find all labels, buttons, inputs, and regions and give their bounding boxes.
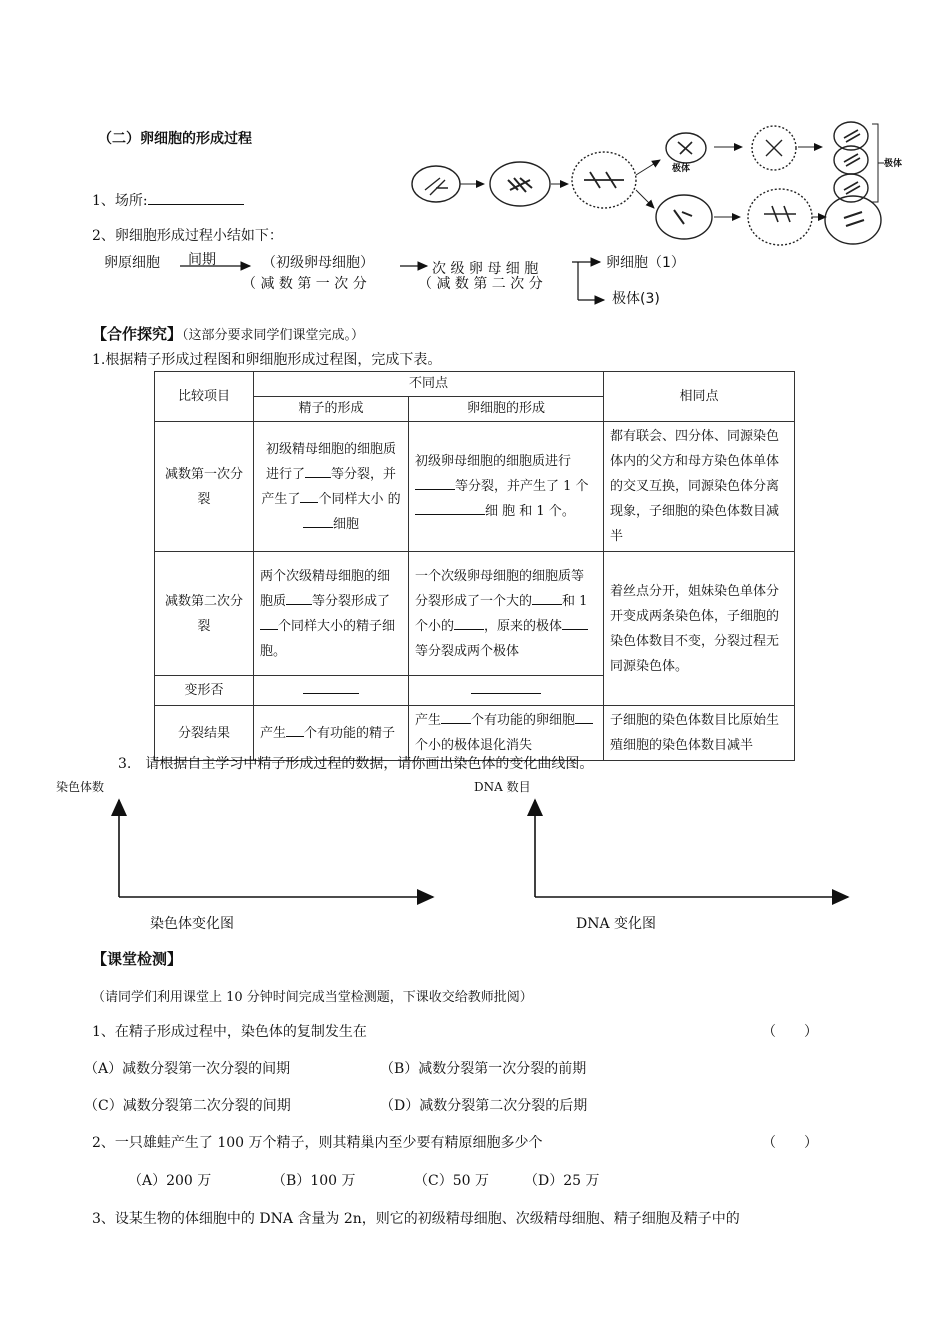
row1-sperm-text-a: 初级精母细胞的细胞质进行了 bbox=[265, 441, 396, 482]
row2-sperm bbox=[254, 552, 409, 676]
row3-egg-blank[interactable] bbox=[471, 679, 541, 694]
row3-egg bbox=[409, 676, 604, 706]
row1-sperm-text-c: 个同样大小 的 bbox=[318, 491, 401, 507]
polar-bracket-label: 极体 bbox=[884, 159, 903, 169]
row4-egg-blank-b[interactable] bbox=[575, 709, 593, 724]
q3-text: 3. 请根据自主学习中精子形成过程的数据，请你画出染色体的变化曲线图。 bbox=[118, 756, 594, 772]
row1-label: 减数第一次分裂 bbox=[155, 422, 254, 552]
check-q1: 1、在精子形成过程中，染色体的复制发生在 bbox=[92, 1024, 367, 1040]
row2-sperm-text-a: 两个次级精母细胞的细胞质 bbox=[260, 568, 391, 609]
section-title: （二）卵细胞的形成过程 bbox=[98, 131, 252, 147]
row2-egg-text-e: 等分裂成两个极体 bbox=[415, 643, 520, 659]
flow-meiosis2: （ 减 数 第 二 次 分 bbox=[418, 276, 543, 292]
coop-note: （这部分要求同学们课堂完成。） bbox=[182, 328, 365, 343]
row2-egg-blank-b[interactable] bbox=[454, 615, 484, 630]
row4-egg-text-c: 个小的极体退化消失 bbox=[415, 738, 533, 753]
chromosomes-egg bbox=[844, 212, 864, 226]
row2-egg-text-c: 和 1 个小的 bbox=[415, 593, 588, 634]
table-row bbox=[155, 422, 795, 552]
row2-sperm-text-b: 等分裂形成了 bbox=[312, 593, 391, 609]
row1-egg-text-c: 细 胞 和 1 个 bbox=[485, 504, 562, 519]
row2-egg-text-d: ，原来的极体 bbox=[484, 618, 563, 634]
row1-egg-text-b: 等分裂，并产生了 1 个 bbox=[455, 479, 589, 494]
flow-secondary-oocyte: 次 级 卵 母 细 胞 bbox=[432, 261, 539, 277]
row2-egg bbox=[409, 552, 604, 676]
row1-sperm-blank-c[interactable] bbox=[303, 513, 333, 528]
table-row bbox=[155, 372, 795, 397]
row1-same: 都有联会、四分体、同源染色体内的父方和母方染色体单体的交叉互换，同源染色体分离现象，子细胞的染色体数目减半 bbox=[604, 422, 795, 552]
graph2-caption: DNA 变化图 bbox=[576, 916, 657, 932]
row2-sperm-blank-a[interactable] bbox=[286, 590, 312, 605]
chromosomes-2 bbox=[508, 178, 532, 192]
row3-sperm-blank[interactable] bbox=[303, 679, 359, 694]
row2-egg-text-a: 一个次级卵母细胞的细胞质 bbox=[415, 568, 572, 584]
row1-egg-blank-a[interactable] bbox=[415, 475, 455, 490]
cell-secondary-oocyte bbox=[656, 195, 712, 239]
chromosome-graph-axes bbox=[119, 800, 433, 897]
check-q1-paren[interactable]: （ ） bbox=[762, 1024, 818, 1040]
check-q1-option-c[interactable]: （C）减数分裂第二次分裂的间期 bbox=[84, 1098, 291, 1114]
coop-heading bbox=[92, 323, 364, 344]
flow-primary-oocyte: （初级卵母细胞） bbox=[262, 255, 374, 271]
header-same: 相同点 bbox=[604, 372, 795, 422]
cell-metaphase2 bbox=[748, 189, 812, 245]
row1-egg bbox=[409, 422, 604, 552]
chromosomes-secondary bbox=[674, 210, 692, 224]
check-q1-option-b[interactable]: （B）减数分裂第一次分裂的前期 bbox=[380, 1061, 587, 1077]
polar-label: 极体 bbox=[672, 164, 691, 174]
row4-egg-blank-a[interactable] bbox=[441, 709, 471, 724]
coop-title: 【合作探究】 bbox=[92, 325, 183, 343]
flow-polar-body: 极体(3) bbox=[612, 291, 660, 307]
coop-q1: 1.根据精子形成过程图和卵细胞形成过程图，完成下表。 bbox=[92, 352, 442, 368]
check-title: 【课堂检测】 bbox=[92, 950, 183, 968]
row2-egg-blank-c[interactable] bbox=[562, 615, 588, 630]
graph1-ylabel: 染色体数 bbox=[56, 780, 105, 794]
oogenesis-diagram bbox=[412, 122, 884, 245]
row4-same: 子细胞的染色体数目比原始生殖细胞的染色体数目减半 bbox=[604, 706, 795, 761]
header-diff: 不同点 bbox=[254, 372, 604, 397]
flow-arrows bbox=[180, 262, 604, 300]
row4-sperm-text-a: 产生 bbox=[260, 725, 287, 741]
row3-label: 变形否 bbox=[155, 676, 254, 706]
check-q2: 2、一只雄蛙产生了 100 万个精子，则其精巢内至少要有精原细胞多少个 bbox=[92, 1135, 543, 1151]
graph2-ylabel: DNA 数目 bbox=[474, 780, 531, 794]
header-sperm: 精子的形成 bbox=[254, 397, 409, 422]
check-q1-option-a[interactable]: （A）减数分裂第一次分裂的间期 bbox=[84, 1061, 291, 1077]
table-row bbox=[155, 552, 795, 676]
row1-sperm bbox=[254, 422, 409, 552]
row1-egg-blank-b[interactable] bbox=[415, 500, 485, 515]
row4-label: 分裂结果 bbox=[155, 706, 254, 761]
check-q1-option-d[interactable]: （D）减数分裂第二次分裂的后期 bbox=[380, 1098, 588, 1114]
row2-egg-blank-a[interactable] bbox=[532, 590, 562, 605]
comparison-table bbox=[154, 371, 795, 761]
row4-sperm-text-b: 个有功能的精子 bbox=[304, 725, 396, 741]
row2-sperm-blank-b[interactable] bbox=[260, 615, 278, 630]
row4-sperm-blank[interactable] bbox=[286, 722, 304, 737]
row2-sperm-text-c: 个同样大小的精子细胞。 bbox=[260, 618, 396, 659]
cell-egg bbox=[825, 196, 881, 244]
graph1-caption: 染色体变化图 bbox=[150, 916, 234, 932]
check-q2-option-c[interactable]: （C）50 万 bbox=[414, 1173, 489, 1189]
check-q2-option-d[interactable]: （D）25 万 bbox=[524, 1173, 600, 1189]
flow-interphase: 间期 bbox=[188, 252, 216, 268]
chromosomes-1 bbox=[425, 178, 448, 195]
row1-egg-text-a: 初级卵母细胞的细胞质进行 bbox=[415, 454, 572, 469]
header-egg: 卵细胞的形成 bbox=[409, 397, 604, 422]
row1-sperm-blank-b[interactable] bbox=[300, 488, 318, 503]
row1-sperm-blank-a[interactable] bbox=[305, 463, 331, 478]
check-q3: 3、设某生物的体细胞中的 DNA 含量为 2n，则它的初级精母细胞、次级精母细胞、精子细胞及精子中的 bbox=[92, 1211, 740, 1227]
chromosomes-4 bbox=[764, 206, 796, 222]
row1-sperm-text-b: 等分裂，并产生了 bbox=[261, 466, 397, 507]
cell-oogonium bbox=[412, 166, 460, 202]
chromosomes-polar1 bbox=[678, 142, 692, 154]
check-q2-option-b[interactable]: （B）100 万 bbox=[272, 1173, 356, 1189]
row4-egg-text-a: 产生 bbox=[415, 713, 442, 728]
row2-label: 减数第二次分裂 bbox=[155, 552, 254, 676]
check-note: （请同学们利用课堂上 10 分钟时间完成当堂检测题，下课收交给教师批阅） bbox=[92, 990, 533, 1005]
chromosomes-polar-div bbox=[766, 140, 782, 156]
row2-egg-text-b: 等分裂形成了一个大的 bbox=[415, 568, 585, 609]
place-label: 1、场所: bbox=[92, 193, 148, 209]
flow-oogonium: 卵原细胞 bbox=[104, 255, 160, 271]
flow-meiosis1: （ 减 数 第 一 次 分 bbox=[242, 276, 367, 292]
row4-egg-text-b: 个有功能的卵细胞 bbox=[471, 713, 576, 728]
row3-sperm bbox=[254, 676, 409, 706]
dna-graph-axes bbox=[535, 800, 848, 897]
row2-same: 着丝点分开，姐妹染色单体分开变成两条染色体，子细胞的染色体数目不变，分裂过程无同源染色体。 bbox=[604, 552, 795, 706]
check-q2-paren[interactable]: （ ） bbox=[762, 1135, 818, 1151]
summary-label: 2、卵细胞形成过程小结如下： bbox=[92, 228, 283, 244]
header-item: 比较项目 bbox=[155, 372, 254, 422]
row1-egg-text-d: 。 bbox=[561, 504, 575, 519]
polar-bracket bbox=[872, 124, 884, 202]
row1-sperm-text-d: 细胞 bbox=[332, 516, 359, 532]
flow-egg: 卵细胞（1） bbox=[606, 255, 685, 271]
check-q2-option-a[interactable]: （A）200 万 bbox=[128, 1173, 212, 1189]
chromosomes-3 bbox=[584, 172, 624, 188]
